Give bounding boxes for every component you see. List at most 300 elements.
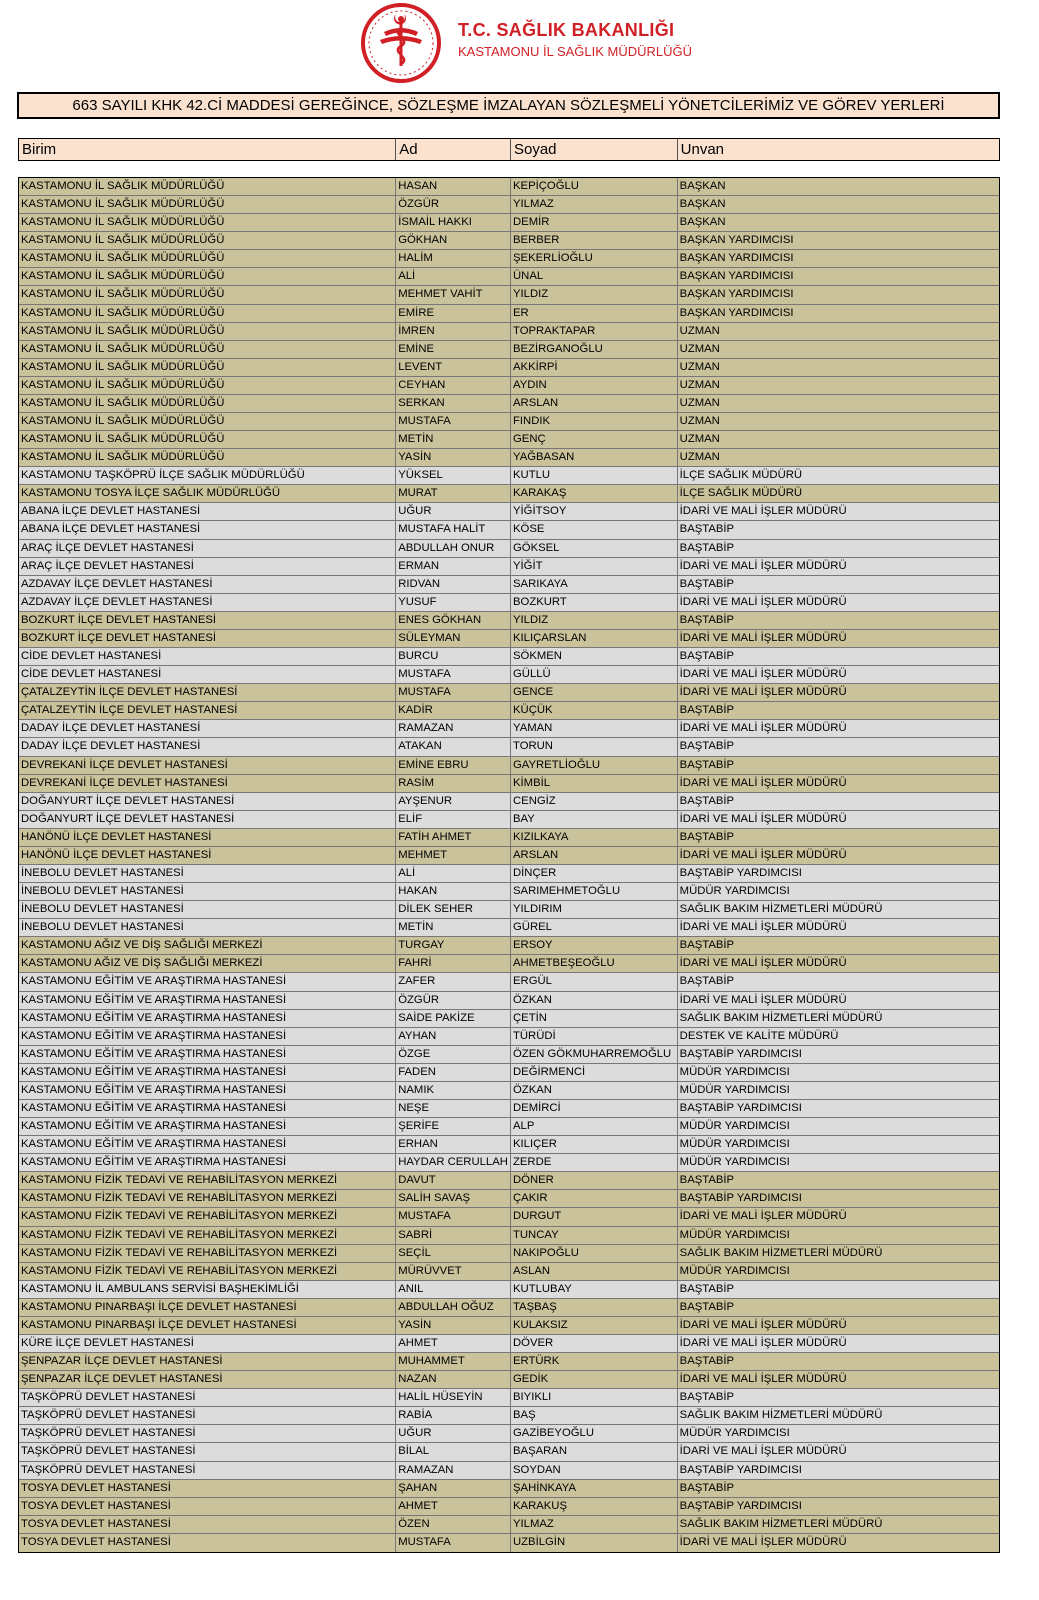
cell-birim: KASTAMONU İL SAĞLIK MÜDÜRLÜĞÜ <box>19 377 396 394</box>
personnel-table <box>18 177 1000 1553</box>
cell-unvan: İDARİ VE MALİ İŞLER MÜDÜRÜ <box>679 921 847 934</box>
cell-soyad: SÖKMEN <box>511 648 678 665</box>
cell-unvan: BAŞTABİP <box>679 1282 735 1295</box>
cell-unvan: BAŞTABİP <box>679 613 735 626</box>
cell-unvan: MÜDÜR YARDIMCISI <box>679 1228 790 1241</box>
cell-unvan: UZMAN <box>679 451 720 464</box>
cell-birim: HANÖNÜ İLÇE DEVLET HASTANESİ <box>19 847 396 864</box>
cell-ad: FATİH AHMET <box>396 829 511 846</box>
cell-soyad: ŞAHİNKAYA <box>511 1480 678 1497</box>
cell-soyad: KUTLU <box>511 467 678 484</box>
cell-soyad: ASLAN <box>511 1263 678 1280</box>
table-row <box>19 1154 999 1172</box>
cell-birim: HANÖNÜ İLÇE DEVLET HASTANESİ <box>19 829 396 846</box>
cell-birim: ABANA İLÇE DEVLET HASTANESİ <box>19 521 396 538</box>
table-row <box>19 268 999 286</box>
cell-ad: FAHRİ <box>396 955 511 972</box>
cell-soyad: YİĞİT <box>511 558 678 575</box>
cell-soyad: ARSLAN <box>511 847 678 864</box>
cell-ad: METİN <box>396 431 511 448</box>
cell-birim: KASTAMONU AĞIZ VE DİŞ SAĞLIĞI MERKEZİ <box>19 955 396 972</box>
cell-ad: YASİN <box>396 1317 511 1334</box>
cell-soyad: ÖZKAN <box>511 992 678 1009</box>
cell-unvan: BAŞTABİP YARDIMCISI <box>679 866 802 879</box>
table-row <box>19 901 999 919</box>
table-row <box>19 521 999 539</box>
table-row <box>19 847 999 865</box>
table-row <box>19 1136 999 1154</box>
cell-soyad: KÖSE <box>511 521 678 538</box>
cell-ad: AYŞENUR <box>396 793 511 810</box>
cell-birim: KASTAMONU TAŞKÖPRÜ İLÇE SAĞLIK MÜDÜRLÜĞÜ <box>19 467 396 484</box>
cell-birim: ŞENPAZAR İLÇE DEVLET HASTANESİ <box>19 1371 396 1388</box>
cell-soyad: DEMİRCİ <box>511 1100 678 1117</box>
cell-birim: KASTAMONU EĞİTİM VE ARAŞTIRMA HASTANESİ <box>19 1010 396 1027</box>
cell-birim: İNEBOLU DEVLET HASTANESİ <box>19 883 396 900</box>
cell-soyad: YİĞİTSOY <box>511 503 678 520</box>
cell-unvan: UZMAN <box>679 433 720 446</box>
cell-ad: ÖZGE <box>396 1046 511 1063</box>
cell-ad: ANIL <box>396 1281 511 1298</box>
table-row <box>19 1100 999 1118</box>
cell-soyad: NAKIPOĞLU <box>511 1245 678 1262</box>
cell-birim: BOZKURT İLÇE DEVLET HASTANESİ <box>19 630 396 647</box>
cell-unvan: UZMAN <box>679 396 720 409</box>
cell-soyad: GÜREL <box>511 919 678 936</box>
cell-birim: DADAY İLÇE DEVLET HASTANESİ <box>19 738 396 755</box>
cell-ad: NEŞE <box>396 1100 511 1117</box>
cell-birim: KASTAMONU FİZİK TEDAVİ VE REHABİLİTASYON MERKEZİ <box>19 1190 396 1207</box>
cell-ad: RAMAZAN <box>396 1462 511 1479</box>
table-row <box>19 883 999 901</box>
cell-unvan: UZMAN <box>679 360 720 373</box>
cell-birim: ARAÇ İLÇE DEVLET HASTANESİ <box>19 558 396 575</box>
cell-birim: KASTAMONU EĞİTİM VE ARAŞTIRMA HASTANESİ <box>19 973 396 990</box>
table-row <box>19 955 999 973</box>
cell-birim: KASTAMONU İL SAĞLIK MÜDÜRLÜĞÜ <box>19 268 396 285</box>
cell-soyad: ÜNAL <box>511 268 678 285</box>
cell-soyad: ARSLAN <box>511 395 678 412</box>
cell-unvan: İDARİ VE MALİ İŞLER MÜDÜRÜ <box>679 668 847 681</box>
cell-birim: TOSYA DEVLET HASTANESİ <box>19 1534 396 1552</box>
table-row <box>19 503 999 521</box>
cell-soyad: ÇAKIR <box>511 1190 678 1207</box>
table-row <box>19 359 999 377</box>
cell-birim: KASTAMONU İL SAĞLIK MÜDÜRLÜĞÜ <box>19 431 396 448</box>
table-row <box>19 1516 999 1534</box>
cell-unvan: İDARİ VE MALİ İŞLER MÜDÜRÜ <box>679 1373 847 1386</box>
cell-ad: TURGAY <box>396 937 511 954</box>
cell-ad: MUSTAFA <box>396 666 511 683</box>
table-row <box>19 341 999 359</box>
cell-birim: KASTAMONU FİZİK TEDAVİ VE REHABİLİTASYON MERKEZİ <box>19 1208 396 1225</box>
table-row <box>19 1462 999 1480</box>
table-row <box>19 865 999 883</box>
cell-unvan: İDARİ VE MALİ İŞLER MÜDÜRÜ <box>679 848 847 861</box>
table-row <box>19 757 999 775</box>
cell-ad: EMİRE <box>396 305 511 322</box>
cell-unvan: SAĞLIK BAKIM HİZMETLERİ MÜDÜRÜ <box>679 1011 883 1024</box>
table-row <box>19 1028 999 1046</box>
cell-ad: ŞERİFE <box>396 1118 511 1135</box>
table-row <box>19 1010 999 1028</box>
cell-soyad: KEPİÇOĞLU <box>511 178 678 195</box>
cell-birim: TAŞKÖPRÜ DEVLET HASTANESİ <box>19 1462 396 1479</box>
table-row <box>19 467 999 485</box>
cell-birim: KASTAMONU İL SAĞLIK MÜDÜRLÜĞÜ <box>19 232 396 249</box>
table-row <box>19 630 999 648</box>
cell-unvan: BAŞKAN YARDIMCISI <box>679 252 794 265</box>
cell-ad: MUSTAFA <box>396 1534 511 1552</box>
cell-birim: KASTAMONU PINARBAŞI İLÇE DEVLET HASTANESİ <box>19 1317 396 1334</box>
table-row <box>19 992 999 1010</box>
cell-birim: KASTAMONU EĞİTİM VE ARAŞTIRMA HASTANESİ <box>19 1028 396 1045</box>
table-row <box>19 576 999 594</box>
cell-ad: BİLAL <box>396 1443 511 1460</box>
cell-ad: SÜLEYMAN <box>396 630 511 647</box>
cell-soyad: BAY <box>511 811 678 828</box>
cell-birim: İNEBOLU DEVLET HASTANESİ <box>19 865 396 882</box>
column-header-birim: Birim <box>19 139 396 160</box>
cell-soyad: YILDIRIM <box>511 901 678 918</box>
table-row <box>19 449 999 467</box>
table-row <box>19 1371 999 1389</box>
table-row <box>19 775 999 793</box>
table-row <box>19 1046 999 1064</box>
cell-soyad: YILDIZ <box>511 612 678 629</box>
cell-unvan: BAŞKAN <box>679 216 726 229</box>
cell-unvan: UZMAN <box>679 378 720 391</box>
table-row <box>19 1353 999 1371</box>
cell-birim: KASTAMONU İL SAĞLIK MÜDÜRLÜĞÜ <box>19 359 396 376</box>
table-row <box>19 232 999 250</box>
table-row <box>19 919 999 937</box>
cell-unvan: BAŞTABİP <box>679 704 735 717</box>
cell-ad: SABRİ <box>396 1227 511 1244</box>
cell-unvan: MÜDÜR YARDIMCISI <box>679 885 790 898</box>
cell-unvan: BAŞTABİP <box>679 830 735 843</box>
table-row <box>19 1082 999 1100</box>
cell-unvan: BAŞTABİP <box>679 794 735 807</box>
cell-soyad: AKKİRPİ <box>511 359 678 376</box>
cell-soyad: SARIKAYA <box>511 576 678 593</box>
cell-birim: DADAY İLÇE DEVLET HASTANESİ <box>19 720 396 737</box>
cell-soyad: GEDİK <box>511 1371 678 1388</box>
cell-soyad: KARAKUŞ <box>511 1498 678 1515</box>
cell-soyad: TOPRAKTAPAR <box>511 323 678 340</box>
cell-ad: EMİNE EBRU <box>396 757 511 774</box>
cell-ad: HAYDAR CERULLAH <box>396 1154 511 1171</box>
cell-unvan: MÜDÜR YARDIMCISI <box>679 1065 790 1078</box>
table-row <box>19 738 999 756</box>
cell-unvan: BAŞTABİP YARDIMCISI <box>679 1499 802 1512</box>
health-ministry-logo-icon <box>360 2 442 84</box>
cell-unvan: UZMAN <box>679 415 720 428</box>
cell-soyad: SOYDAN <box>511 1462 678 1479</box>
cell-ad: CEYHAN <box>396 377 511 394</box>
cell-unvan: BAŞTABİP <box>679 1300 735 1313</box>
cell-birim: KASTAMONU EĞİTİM VE ARAŞTIRMA HASTANESİ <box>19 992 396 1009</box>
table-row <box>19 1317 999 1335</box>
cell-soyad: ÖZKAN <box>511 1082 678 1099</box>
cell-birim: KASTAMONU EĞİTİM VE ARAŞTIRMA HASTANESİ <box>19 1118 396 1135</box>
cell-unvan: BAŞTABİP <box>679 1391 735 1404</box>
cell-ad: ERHAN <box>396 1136 511 1153</box>
cell-soyad: DEMİR <box>511 214 678 231</box>
cell-unvan: BAŞTABİP <box>679 758 735 771</box>
table-row <box>19 1118 999 1136</box>
table-row <box>19 1245 999 1263</box>
cell-birim: ARAÇ İLÇE DEVLET HASTANESİ <box>19 540 396 557</box>
cell-unvan: İDARİ VE MALİ İŞLER MÜDÜRÜ <box>679 1445 847 1458</box>
cell-unvan: DESTEK VE KALİTE MÜDÜRÜ <box>679 1029 839 1042</box>
cell-soyad: DİNÇER <box>511 865 678 882</box>
cell-birim: AZDAVAY İLÇE DEVLET HASTANESİ <box>19 594 396 611</box>
document-title: 663 SAYILI KHK 42.Cİ MADDESİ GEREĞİNCE, SÖZLEŞME İMZALAYAN SÖZLEŞMELİ YÖNETCİLERİMİZ VE GÖREV YERLERİ <box>17 92 1000 119</box>
cell-soyad: YAMAN <box>511 720 678 737</box>
table-row <box>19 305 999 323</box>
cell-ad: FADEN <box>396 1064 511 1081</box>
cell-soyad: KULAKSIZ <box>511 1317 678 1334</box>
cell-birim: DOĞANYURT İLÇE DEVLET HASTANESİ <box>19 811 396 828</box>
cell-unvan: MÜDÜR YARDIMCISI <box>679 1083 790 1096</box>
org-title: T.C. SAĞLIK BAKANLIĞI <box>458 20 675 40</box>
cell-ad: ZAFER <box>396 973 511 990</box>
table-row <box>19 377 999 395</box>
cell-ad: İSMAİL HAKKI <box>396 214 511 231</box>
cell-birim: TAŞKÖPRÜ DEVLET HASTANESİ <box>19 1407 396 1424</box>
cell-birim: KASTAMONU FİZİK TEDAVİ VE REHABİLİTASYON MERKEZİ <box>19 1263 396 1280</box>
cell-soyad: BIYIKLI <box>511 1389 678 1406</box>
cell-ad: BURCU <box>396 648 511 665</box>
cell-birim: KÜRE İLÇE DEVLET HASTANESİ <box>19 1335 396 1352</box>
cell-ad: HASAN <box>396 178 511 195</box>
cell-birim: TAŞKÖPRÜ DEVLET HASTANESİ <box>19 1389 396 1406</box>
cell-ad: KADİR <box>396 702 511 719</box>
cell-soyad: AHMETBEŞEOĞLU <box>511 955 678 972</box>
cell-soyad: ALP <box>511 1118 678 1135</box>
cell-unvan: İDARİ VE MALİ İŞLER MÜDÜRÜ <box>679 957 847 970</box>
page-header <box>0 0 1039 90</box>
cell-ad: UĞUR <box>396 1425 511 1442</box>
cell-ad: SERKAN <box>396 395 511 412</box>
table-row <box>19 594 999 612</box>
cell-ad: MUSTAFA HALİT <box>396 521 511 538</box>
cell-birim: CİDE DEVLET HASTANESİ <box>19 666 396 683</box>
cell-ad: MUSTAFA <box>396 684 511 701</box>
cell-ad: SAİDE PAKİZE <box>396 1010 511 1027</box>
cell-ad: ÖZGÜR <box>396 196 511 213</box>
cell-ad: LEVENT <box>396 359 511 376</box>
cell-ad: İMREN <box>396 323 511 340</box>
table-row <box>19 1299 999 1317</box>
cell-birim: KASTAMONU İL SAĞLIK MÜDÜRLÜĞÜ <box>19 178 396 195</box>
table-row <box>19 1407 999 1425</box>
table-row <box>19 558 999 576</box>
cell-soyad: BAŞ <box>511 1407 678 1424</box>
cell-unvan: BAŞKAN YARDIMCISI <box>679 234 794 247</box>
cell-unvan: İDARİ VE MALİ İŞLER MÜDÜRÜ <box>679 1535 847 1548</box>
cell-soyad: UZBİLGİN <box>511 1534 678 1552</box>
table-row <box>19 1425 999 1443</box>
cell-birim: KASTAMONU FİZİK TEDAVİ VE REHABİLİTASYON MERKEZİ <box>19 1245 396 1262</box>
cell-soyad: ÇETİN <box>511 1010 678 1027</box>
cell-birim: ÇATALZEYTİN İLÇE DEVLET HASTANESİ <box>19 702 396 719</box>
cell-birim: TOSYA DEVLET HASTANESİ <box>19 1480 396 1497</box>
cell-soyad: YAĞBASAN <box>511 449 678 466</box>
table-row <box>19 1443 999 1461</box>
table-row <box>19 214 999 232</box>
cell-unvan: BAŞTABİP YARDIMCISI <box>679 1192 802 1205</box>
cell-soyad: AYDIN <box>511 377 678 394</box>
cell-soyad: ER <box>511 305 678 322</box>
table-row <box>19 684 999 702</box>
cell-soyad: TORUN <box>511 738 678 755</box>
table-row <box>19 286 999 304</box>
cell-unvan: BAŞTABİP <box>679 939 735 952</box>
cell-unvan: İDARİ VE MALİ İŞLER MÜDÜRÜ <box>679 631 847 644</box>
cell-ad: HALİL HÜSEYİN <box>396 1389 511 1406</box>
cell-soyad: GENÇ <box>511 431 678 448</box>
cell-soyad: DURGUT <box>511 1208 678 1225</box>
cell-birim: KASTAMONU PINARBAŞI İLÇE DEVLET HASTANESİ <box>19 1299 396 1316</box>
cell-ad: ATAKAN <box>396 738 511 755</box>
table-row <box>19 413 999 431</box>
cell-birim: KASTAMONU EĞİTİM VE ARAŞTIRMA HASTANESİ <box>19 1100 396 1117</box>
table-row <box>19 395 999 413</box>
cell-soyad: GAZİBEYOĞLU <box>511 1425 678 1442</box>
cell-ad: SALİH SAVAŞ <box>396 1190 511 1207</box>
cell-unvan: BAŞTABİP <box>679 577 735 590</box>
cell-unvan: İDARİ VE MALİ İŞLER MÜDÜRÜ <box>679 812 847 825</box>
cell-ad: MUSTAFA <box>396 1208 511 1225</box>
cell-ad: ŞAHAN <box>396 1480 511 1497</box>
cell-soyad: ŞEKERLİOĞLU <box>511 250 678 267</box>
cell-birim: DOĞANYURT İLÇE DEVLET HASTANESİ <box>19 793 396 810</box>
cell-birim: DEVREKANİ İLÇE DEVLET HASTANESİ <box>19 775 396 792</box>
cell-unvan: BAŞTABİP <box>679 541 735 554</box>
cell-birim: ABANA İLÇE DEVLET HASTANESİ <box>19 503 396 520</box>
cell-ad: SEÇİL <box>396 1245 511 1262</box>
cell-ad: ENES GÖKHAN <box>396 612 511 629</box>
cell-birim: KASTAMONU EĞİTİM VE ARAŞTIRMA HASTANESİ <box>19 1046 396 1063</box>
table-row <box>19 1335 999 1353</box>
table-row <box>19 793 999 811</box>
cell-birim: TAŞKÖPRÜ DEVLET HASTANESİ <box>19 1425 396 1442</box>
cell-ad: ÖZEN <box>396 1516 511 1533</box>
table-row <box>19 1534 999 1552</box>
cell-birim: İNEBOLU DEVLET HASTANESİ <box>19 901 396 918</box>
cell-soyad: GENCE <box>511 684 678 701</box>
cell-soyad: GÖKSEL <box>511 540 678 557</box>
cell-unvan: BAŞTABİP YARDIMCISI <box>679 1047 802 1060</box>
cell-ad: ABDULLAH OĞUZ <box>396 1299 511 1316</box>
cell-soyad: BOZKURT <box>511 594 678 611</box>
cell-ad: ALİ <box>396 268 511 285</box>
cell-unvan: İDARİ VE MALİ İŞLER MÜDÜRÜ <box>679 1210 847 1223</box>
cell-ad: AHMET <box>396 1498 511 1515</box>
cell-birim: TAŞKÖPRÜ DEVLET HASTANESİ <box>19 1443 396 1460</box>
cell-birim: KASTAMONU İL SAĞLIK MÜDÜRLÜĞÜ <box>19 395 396 412</box>
cell-ad: ALİ <box>396 865 511 882</box>
cell-soyad: KARAKAŞ <box>511 485 678 502</box>
cell-ad: AYHAN <box>396 1028 511 1045</box>
cell-soyad: KİMBİL <box>511 775 678 792</box>
cell-soyad: ZERDE <box>511 1154 678 1171</box>
cell-soyad: KILIÇARSLAN <box>511 630 678 647</box>
table-row <box>19 937 999 955</box>
cell-birim: DEVREKANİ İLÇE DEVLET HASTANESİ <box>19 757 396 774</box>
cell-unvan: MÜDÜR YARDIMCISI <box>679 1427 790 1440</box>
table-row <box>19 1172 999 1190</box>
cell-ad: MUHAMMET <box>396 1353 511 1370</box>
table-row <box>19 1208 999 1226</box>
cell-ad: DİLEK SEHER <box>396 901 511 918</box>
cell-birim: KASTAMONU İL SAĞLIK MÜDÜRLÜĞÜ <box>19 214 396 231</box>
cell-unvan: UZMAN <box>679 342 720 355</box>
table-row <box>19 702 999 720</box>
cell-unvan: İDARİ VE MALİ İŞLER MÜDÜRÜ <box>679 505 847 518</box>
table-row <box>19 250 999 268</box>
column-header-soyad: Soyad <box>511 139 678 160</box>
cell-ad: ABDULLAH ONUR <box>396 540 511 557</box>
cell-ad: YÜKSEL <box>396 467 511 484</box>
cell-birim: KASTAMONU FİZİK TEDAVİ VE REHABİLİTASYON MERKEZİ <box>19 1227 396 1244</box>
cell-soyad: KUTLUBAY <box>511 1281 678 1298</box>
cell-birim: TOSYA DEVLET HASTANESİ <box>19 1516 396 1533</box>
cell-soyad: GÜLLÜ <box>511 666 678 683</box>
cell-soyad: TUNCAY <box>511 1227 678 1244</box>
cell-soyad: YILMAZ <box>511 1516 678 1533</box>
cell-ad: MURAT <box>396 485 511 502</box>
cell-ad: ÖZGÜR <box>396 992 511 1009</box>
cell-unvan: BAŞKAN <box>679 198 726 211</box>
cell-unvan: İDARİ VE MALİ İŞLER MÜDÜRÜ <box>679 595 847 608</box>
cell-ad: RIDVAN <box>396 576 511 593</box>
table-row <box>19 829 999 847</box>
cell-unvan: BAŞTABİP <box>679 650 735 663</box>
cell-unvan: BAŞTABİP <box>679 523 735 536</box>
cell-soyad: DEĞİRMENCİ <box>511 1064 678 1081</box>
cell-soyad: KÜÇÜK <box>511 702 678 719</box>
cell-unvan: UZMAN <box>679 324 720 337</box>
cell-ad: ELİF <box>396 811 511 828</box>
table-row <box>19 431 999 449</box>
table-row <box>19 1480 999 1498</box>
table-row <box>19 648 999 666</box>
cell-soyad: TÜRÜDİ <box>511 1028 678 1045</box>
table-row <box>19 1064 999 1082</box>
cell-ad: METİN <box>396 919 511 936</box>
cell-ad: RAMAZAN <box>396 720 511 737</box>
cell-birim: KASTAMONU EĞİTİM VE ARAŞTIRMA HASTANESİ <box>19 1136 396 1153</box>
cell-soyad: ERGÜL <box>511 973 678 990</box>
cell-unvan: BAŞKAN YARDIMCISI <box>679 270 794 283</box>
cell-soyad: DÖNER <box>511 1172 678 1189</box>
table-row <box>19 720 999 738</box>
cell-birim: KASTAMONU İL AMBULANS SERVİSİ BAŞHEKİMLİĞİ <box>19 1281 396 1298</box>
cell-unvan: BAŞTABİP YARDIMCISI <box>679 1101 802 1114</box>
cell-birim: TOSYA DEVLET HASTANESİ <box>19 1498 396 1515</box>
cell-birim: KASTAMONU İL SAĞLIK MÜDÜRLÜĞÜ <box>19 323 396 340</box>
cell-soyad: YILMAZ <box>511 196 678 213</box>
cell-unvan: İLÇE SAĞLIK MÜDÜRÜ <box>679 487 803 500</box>
cell-unvan: İDARİ VE MALİ İŞLER MÜDÜRÜ <box>679 559 847 572</box>
cell-soyad: ERTÜRK <box>511 1353 678 1370</box>
cell-unvan: İDARİ VE MALİ İŞLER MÜDÜRÜ <box>679 993 847 1006</box>
column-header-ad: Ad <box>396 139 511 160</box>
cell-birim: KASTAMONU İL SAĞLIK MÜDÜRLÜĞÜ <box>19 286 396 303</box>
